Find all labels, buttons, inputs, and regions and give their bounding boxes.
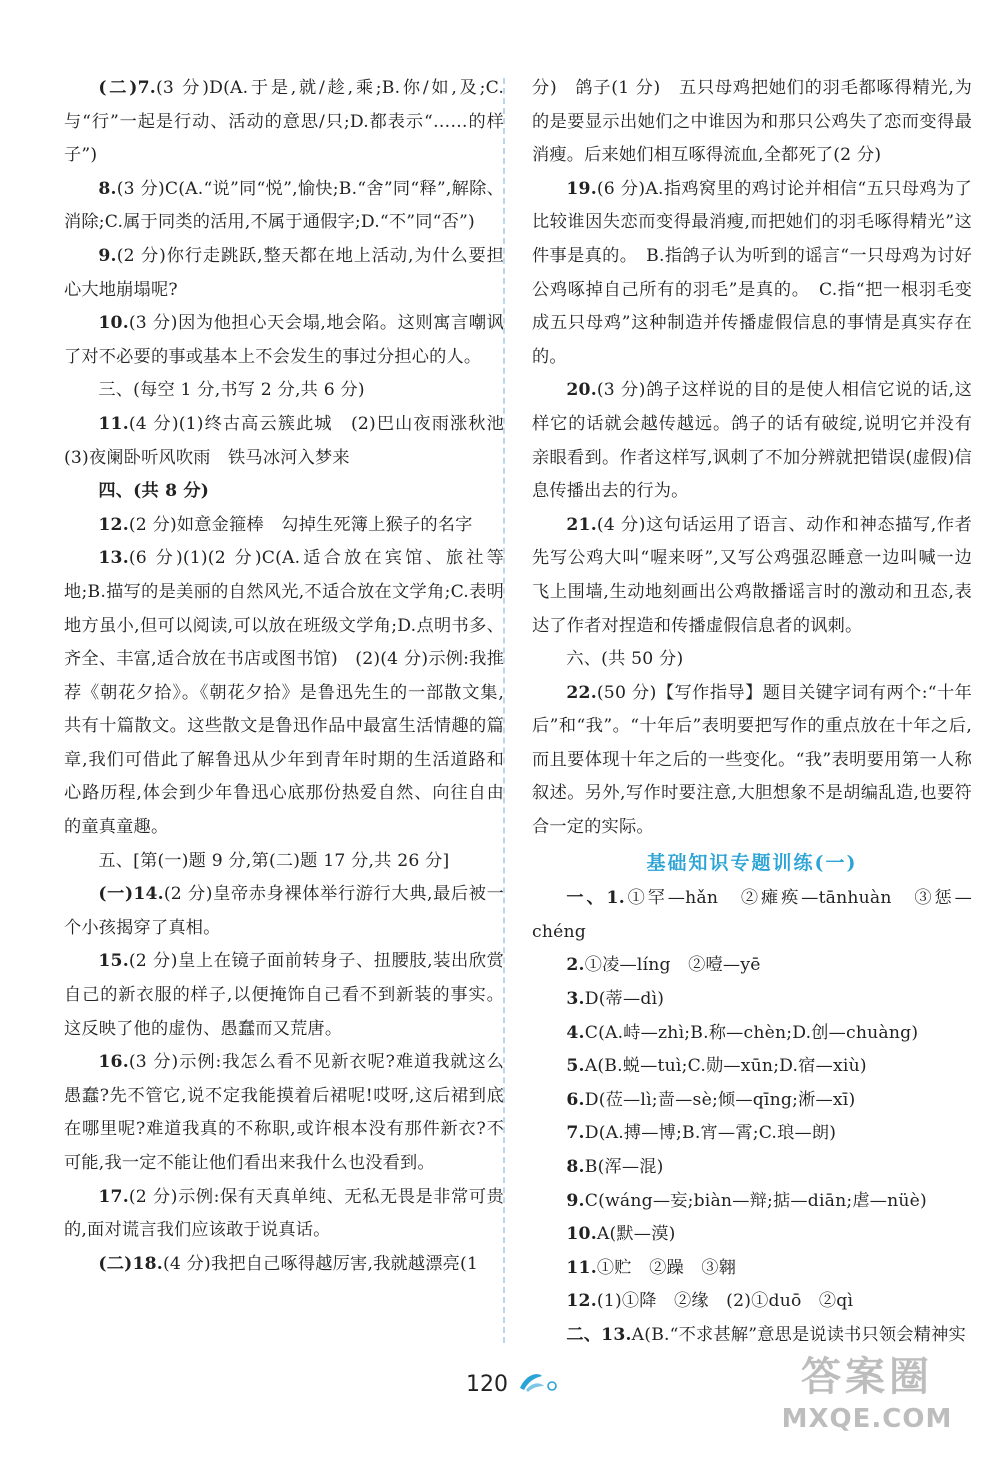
- answer-item: [532, 677, 972, 845]
- answer-text: D(蒂—dì): [584, 989, 665, 1010]
- question-number: 15.: [98, 951, 129, 972]
- answer-item: [64, 945, 504, 1046]
- answer-item: [532, 1319, 972, 1353]
- answer-item: [64, 374, 504, 408]
- answer-item: [532, 882, 972, 949]
- answer-item: [532, 643, 972, 677]
- question-number: 16.: [98, 1052, 129, 1073]
- answer-item: [532, 1084, 972, 1118]
- answer-item: [64, 1181, 504, 1248]
- question-number: (一)14.: [98, 884, 164, 905]
- question-number: 2.: [566, 955, 585, 976]
- question-number: 20.: [566, 380, 597, 401]
- answer-text: (3 分)因为他担心天会塌,地会陷。这则寓言嘲讽了对不必要的事或基本上不会发生的事过分担心的人。: [64, 313, 504, 367]
- question-number: 7.: [566, 1123, 585, 1144]
- question-number: 9.: [566, 1190, 585, 1211]
- answer-item: [64, 845, 504, 879]
- question-number: 12.: [566, 1291, 597, 1312]
- answer-item: [532, 72, 972, 173]
- answer-item: [532, 173, 972, 375]
- answer-text: (3 分)C(A.“说”同“悦”,愉快;B.“舍”同“释”,解除、消除;C.属于同类的活用,不属于通假字;D.“不”同“否”): [64, 178, 504, 233]
- question-number: 22.: [566, 682, 597, 703]
- answer-text: C(wáng—妄;biàn—辩;掂—diān;虐—nüè): [584, 1190, 927, 1211]
- answer-text: (6 分)A.指鸡窝里的鸡讨论并相信“五只母鸡为了比较谁因失恋而变得最消瘦,而把她们的羽毛啄得精光”这件事是真的。 B.指鸽子认为听到的谣言“一只母鸡为讨好公鸡啄掉自己所有的羽毛”是真的。 C.指“把一根羽毛变成五只母鸡”这种制造并传播虚假信息的事情是真实存在的。: [532, 178, 972, 367]
- answer-item: [64, 509, 504, 543]
- answer-text: (2 分)皇帝赤身裸体举行游行大典,最后被一个小孩揭穿了真相。: [64, 884, 504, 938]
- question-number: 21.: [566, 514, 597, 535]
- answer-text: B(浑—混): [584, 1157, 664, 1177]
- answer-text: (3 分)鸽子这样说的目的是使人相信它说的话,这样它的话就会越传越远。鸽子的话有破绽,说明它并没有亲眼看到。作者这样写,讽刺了不加分辨就把错误(虚假)信息传播出去的行为。: [532, 380, 972, 502]
- answer-item: [532, 1050, 972, 1084]
- answer-text: (4 分)这句话运用了语言、动作和神态描写,作者先写公鸡大叫“喔来呀”,又写公鸡强忍睡意一边叫喊一边飞上围墙,生动地刻画出公鸡散播谣言时的激动和丑态,表达了作者对捏造和传播虚假信息者的讽刺。: [532, 514, 972, 636]
- answer-text: ①贮 ②躁 ③翱: [596, 1257, 737, 1278]
- question-number: 4.: [566, 1022, 585, 1043]
- question-number: 11.: [566, 1257, 597, 1278]
- answer-text: (1)①降 ②缘 (2)①duō ②qì: [596, 1291, 854, 1312]
- question-number: (二)18.: [98, 1253, 163, 1274]
- answer-text: 分) 鸽子(1 分) 五只母鸡把她们的羽毛都啄得精光,为的是要显示出她们之中谁因为和那只公鸡失了恋而变得最消瘦。后来她们相互啄得流血,全都死了(2 分): [532, 78, 972, 166]
- question-number: 3.: [566, 989, 585, 1010]
- answer-text: (4 分)我把自己啄得越厉害,我就越漂亮(1: [162, 1253, 479, 1274]
- answer-item: [64, 240, 504, 307]
- answer-text: ①罕—hǎn ②瘫痪—tānhuàn ③惩—chéng: [532, 888, 972, 942]
- question-number: 二、13.: [566, 1324, 632, 1345]
- answer-item: [532, 1185, 972, 1219]
- watermark-bottom: MXQE.COM: [781, 1404, 953, 1434]
- question-number: 11.: [98, 413, 129, 434]
- question-number: 5.: [566, 1056, 585, 1077]
- answer-item: [64, 1248, 504, 1282]
- answer-text: (6 分)(1)(2 分)C(A.适合放在宾馆、旅社等地;B.描写的是美丽的自然风光,不适合放在文学角;C.表明地方虽小,但可以阅读,可以放在班级文学角;D.点明书多、齐全、丰富,适合放在书店或图书馆) (2)(4 分)示例:我推荐《朝花夕拾》。《朝花夕拾》是鲁迅先生的一部散文集,共有十篇散文。这些散文是鲁迅作品中最富生活情趣的篇章,我们可借此了解鲁迅从少年到青年时期的生活道路和心路历程,体会到少年鲁迅心底那份热爱自然、向往自由的童真童趣。: [64, 548, 504, 838]
- answer-item: [532, 1117, 972, 1151]
- answer-item: [532, 1218, 972, 1252]
- answer-item: [64, 542, 504, 844]
- question-number: 一、1.: [566, 888, 625, 909]
- section-title: 基础知识专题训练(一): [646, 851, 858, 874]
- answer-item: [532, 1017, 972, 1051]
- question-number: 19.: [566, 178, 597, 199]
- question-number: 9.: [98, 245, 117, 266]
- answer-item: [532, 374, 972, 508]
- answer-text: (2 分)你行走跳跃,整天都在地上活动,为什么要担心大地崩塌呢?: [64, 245, 504, 300]
- answer-text: A(B.“不求甚解”意思是说读书只领会精神实: [631, 1324, 966, 1345]
- answer-item: [64, 475, 504, 509]
- answer-item: [532, 509, 972, 643]
- answer-item: [64, 173, 504, 240]
- answer-text: C(A.峙—zhì;B.称—chèn;D.创—chuàng): [584, 1022, 919, 1043]
- answer-item: [64, 72, 504, 173]
- answer-text: (50 分)【写作指导】题目关键字词有两个:“十年后”和“我”。“十年后”表明要把写作的重点放在十年之后,而且要体现十年之后的一些变化。“我”表明要用第一人称叙述。另外,写作时要注意,大胆想象不是胡编乱造,也要符合一定的实际。: [532, 682, 972, 838]
- answer-text: (4 分)(1)终古高云簇此城 (2)巴山夜雨涨秋池 (3)夜阑卧听风吹雨 铁马冰河入梦来: [64, 413, 522, 468]
- answer-item: [532, 1285, 972, 1319]
- answer-text: 五、[第(一)题 9 分,第(二)题 17 分,共 26 分]: [98, 850, 450, 871]
- page-number: 120: [466, 1372, 508, 1397]
- question-number: 10.: [98, 313, 129, 334]
- left-column: [64, 72, 522, 1281]
- answer-item: [64, 878, 504, 945]
- answer-item: [64, 1046, 504, 1180]
- answer-text: (2 分)皇上在镜子面前转身子、扭腰肢,装出欣赏自己的新衣服的样子,以便掩饰自己看不到新装的事实。这反映了他的虚伪、愚蠢而又荒唐。: [64, 951, 504, 1039]
- question-number: 12.: [98, 514, 129, 535]
- answer-text: ①凌—líng ②噎—yē: [584, 955, 761, 976]
- leaf-decoration-icon: [516, 1370, 560, 1398]
- question-number: 8.: [566, 1157, 585, 1177]
- answer-text: (2 分)如意金箍棒 勾掉生死簿上猴子的名字: [128, 514, 473, 535]
- question-number: (二)7.: [98, 78, 156, 98]
- answer-text: 三、(每空 1 分,书写 2 分,共 6 分): [98, 380, 365, 401]
- answer-text: (2 分)示例:保有天真单纯、无私无畏是非常可贵的,面对谎言我们应该敢于说真话。: [64, 1186, 504, 1241]
- answer-text: D(莅—lì;啬—sè;倾—qīng;淅—xī): [584, 1089, 856, 1110]
- answer-item: [532, 983, 972, 1017]
- answer-text: (3 分)D(A.于是,就/趁,乘;B.你/如,及;C.与“行”一起是行动、活动的意思/只;D.都表示“……的样子”): [64, 78, 504, 166]
- answer-text: (3 分)示例:我怎么看不见新衣呢?难道我就这么愚蠢?先不管它,说不定我能摸着后裙呢!哎呀,这后裙到底在哪里呢?难道我真的不称职,或许根本没有那件新衣?不可能,我一定不能让他们看出来我什么也没看到。: [64, 1052, 504, 1173]
- answer-text: A(B.蜕—tuì;C.勋—xūn;D.宿—xiù): [584, 1056, 867, 1077]
- answer-item: [64, 307, 504, 374]
- answer-text: 六、(共 50 分): [566, 649, 684, 670]
- answer-item: [64, 408, 522, 475]
- question-number: 13.: [98, 548, 129, 569]
- answer-item: [532, 1151, 972, 1185]
- question-number: 10.: [566, 1224, 597, 1245]
- question-number: 17.: [98, 1186, 129, 1207]
- watermark-logo: [752, 1351, 982, 1451]
- right-column: [532, 72, 972, 1353]
- question-number: 8.: [98, 178, 117, 199]
- answer-item: [532, 949, 972, 983]
- answer-item: [532, 1252, 972, 1286]
- answer-text: A(默—漠): [596, 1224, 676, 1245]
- watermark-top: 答案圈: [801, 1354, 933, 1400]
- answer-text: 四、(共 8 分): [98, 481, 210, 502]
- answer-text: D(A.搏—博;B.宵—霄;C.琅—朗): [584, 1123, 837, 1144]
- question-number: 6.: [566, 1089, 585, 1110]
- column-divider: [503, 78, 505, 1343]
